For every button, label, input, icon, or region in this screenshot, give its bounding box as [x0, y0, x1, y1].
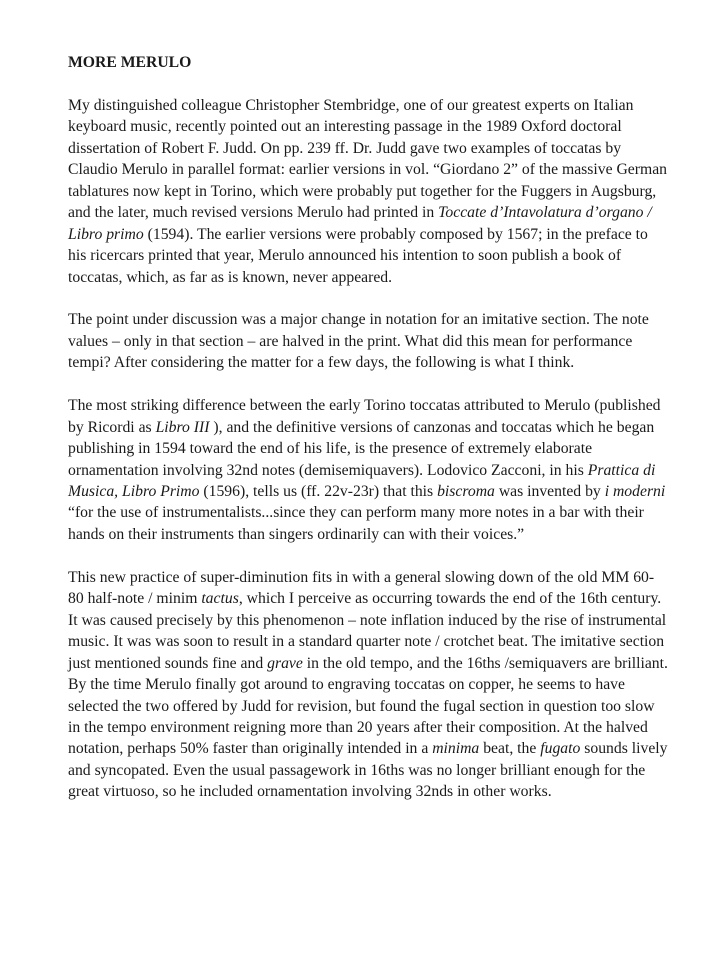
document-page	[68, 52, 668, 803]
text-segment: was invented by	[494, 483, 605, 501]
document-title: MORE MERULO	[68, 54, 192, 71]
italic-book-title: Prattica di Musica, Libro Primo	[68, 461, 656, 501]
paragraph	[68, 395, 668, 545]
text-segment: The most striking difference between the early Torino toccatas attributed to Merulo (published by Ricordi as	[68, 397, 661, 436]
text-segment: ), and the definitive versions of canzonas and toccatas which he began publishing in 1594 toward the end of his life, is the presence of extremely elaborate ornamentation involving 32nd notes (demisemiquavers). Lodovico Zacconi, in his	[68, 418, 655, 479]
text-segment: beat, the	[479, 740, 541, 758]
text-segment: (1594). The earlier versions were probably composed by 1567; in the preface to his ricercars printed that year, Merulo announced his intention to soon publish a book of toccatas, which, as far as is known, never appeared.	[68, 225, 648, 286]
text-segment: in the old tempo, and the 16ths /semiquavers are brilliant. By the time Merulo finally got around to engraving toccatas on copper, he seems to have selected the two offered by Judd for revision, but found the fugal section in question too slow in the tempo environment reigning more than 20 years after their composition. At the halved notation, perhaps 50% faster than originally intended in a	[68, 654, 668, 758]
text-segment: The point under discussion was a major change in notation for an imitative section. The note values – only in that section – are halved in the print. What did this mean for performance tempi? After considering the matter for a few days, the following is what I think.	[68, 311, 649, 372]
paragraph	[68, 309, 668, 373]
text-segment: sounds lively and syncopated. Even the usual passagework in 16ths was no longer brilliant enough for the great virtuoso, so he included ornamentation involving 32nds in other works.	[68, 740, 668, 801]
italic-term: i moderni	[604, 483, 666, 501]
italic-term: tactus	[201, 590, 239, 608]
italic-term: minima	[432, 740, 480, 758]
text-segment: “for the use of instrumentalists...since they can perform many more notes in a bar with their hands on their instruments than singers ordinarily can with their voices.”	[68, 504, 644, 543]
paragraph	[68, 95, 668, 288]
italic-book-title: Toccate d’Intavolatura d’organo / Libro primo	[68, 204, 652, 243]
italic-term: fugato	[540, 740, 581, 758]
text-segment: , which I perceive as occurring towards the end of the 16th century. It was caused precisely by this phenomenon – note inflation induced by the rise of instrumental music. It was was soon to result in a standard quarter note / crotchet beat. The imitative section just mentioned sounds fine and	[68, 590, 667, 672]
italic-term: Libro III	[155, 418, 210, 436]
text-segment: This new practice of super-diminution fits in with a general slowing down of the old MM 60-80 half-note / minim	[68, 568, 655, 608]
paragraph	[68, 567, 668, 803]
italic-term: biscroma	[437, 483, 495, 501]
italic-term: grave	[267, 654, 303, 672]
text-segment: (1596), tells us (ff. 22v-23r) that this	[199, 483, 438, 501]
text-segment: My distinguished colleague Christopher Stembridge, one of our greatest experts on Italian keyboard music, recently pointed out an interesting passage in the 1989 Oxford doctoral dissertation of Robert F. Judd. On pp. 239 ff. Dr. Judd gave two examples of toccatas by Claudio Merulo in parallel format: earlier versions in vol. “Giordano 2” of the massive German tablatures now kept in Torino, which were probably put together for the Fuggers in Augsburg, and the later, much revised versions Merulo had printed in	[68, 96, 667, 222]
